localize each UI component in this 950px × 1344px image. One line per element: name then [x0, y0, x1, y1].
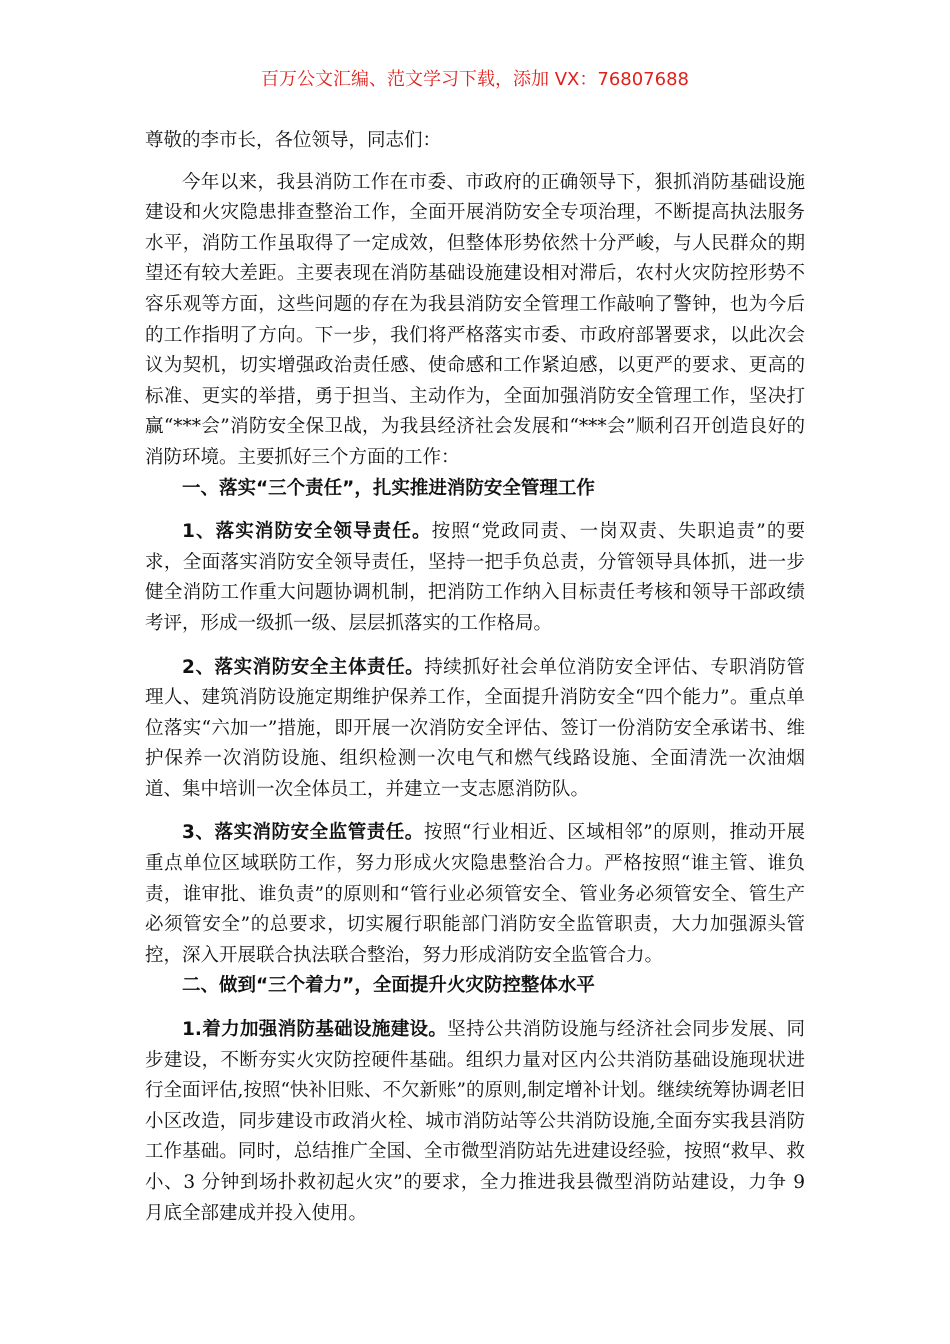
item-lead: 1、落实消防安全领导责任。: [182, 521, 432, 543]
section-2-heading: 二、做到“三个着力”，全面提升火灾防控整体水平: [182, 975, 595, 997]
item-lead: 3、落实消防安全监管责任。: [182, 822, 424, 844]
section-1-item-3: [145, 818, 805, 971]
intro-paragraph: 今年以来，我县消防工作在市委、市政府的正确领导下，狠抓消防基础设施建设和火灾隐患排查整治工作，全面开展消防安全专项治理，不断提高执法服务水平，消防工作虽取得了一定成效，但整体形势依然十分严峻，与人民群众的期望还有较大差距。主要表现在消防基础设施建设相对滞后，农村火灾防控形势不容乐观等方面，这些问题的存在为我县消防安全管理工作敲响了警钟，也为今后的工作指明了方向。下一步，我们将严格落实市委、市政府部署要求，以此次会议为契机，切实增强政治责任感、使命感和工作紧迫感，以更严的要求、更高的标准、更实的举措，勇于担当、主动作为，全面加强消防安全管理工作，坚决打赢“***会”消防安全保卫战，为我县经济社会发展和“***会”顺利召开创造良好的消防环境。主要抓好三个方面的工作：: [145, 171, 805, 468]
section-2-item-1: [145, 1015, 805, 1229]
item-text: 坚持公共消防设施与经济社会同步发展、同步建设，不断夯实火灾防控硬件基础。组织力量对区内公共消防基础设施现状进行全面评估,按照“快补旧账、不欠新账”的原则,制定增补计划。继续统筹协调老旧小区改造，同步建设市政消火栓、城市消防站等公共消防设施,全面夯实我县消防工作基础。同时，总结推广全国、全市微型消防站先进建设经验，按照“救早、救小、3 分钟到场扑救初起火灾”的要求，全力推进我县微型消防站建设，力争 9 月底全部建成并投入使用。: [145, 1019, 805, 1224]
document-body: [145, 126, 805, 1229]
item-lead: 1.着力加强消防基础设施建设。: [182, 1019, 448, 1041]
section-1-item-1: [145, 517, 805, 639]
item-lead: 2、落实消防安全主体责任。: [182, 656, 425, 678]
section-1-item-2: [145, 653, 805, 806]
salutation: 尊敬的李市长，各位领导，同志们：: [145, 130, 442, 151]
item-text: 持续抓好社会单位消防安全评估、专职消防管理人、建筑消防设施定期维护保养工作，全面提升消防安全“四个能力”。重点单位落实“六加一”措施，即开展一次消防安全评估、签订一份消防安全承诺书、维护保养一次消防设施、组织检测一次电气和燃气线路设施、全面清洗一次油烟道、集中培训一次全体员工，并建立一支志愿消防队。: [145, 656, 805, 800]
section-1-heading: 一、落实“三个责任”，扎实推进消防安全管理工作: [182, 477, 595, 499]
watermark-banner: 百万公文汇编、范文学习下载，添加 VX：76807688: [261, 69, 689, 90]
item-text: 按照“党政同责、一岗双责、失职追责”的要求，全面落实消防安全领导责任，坚持一把手负总责，分管领导具体抓，进一步健全消防工作重大问题协调机制，把消防工作纳入目标责任考核和领导干部政绩考评，形成一级抓一级、层层抓落实的工作格局。: [145, 521, 806, 634]
item-text: 按照“行业相近、区域相邻”的原则，推动开展重点单位区域联防工作，努力形成火灾隐患整治合力。严格按照“谁主管、谁负责，谁审批、谁负责”的原则和“管行业必须管安全、管业务必须管安全、管生产必须管安全”的总要求，切实履行职能部门消防安全监管职责，大力加强源头管控，深入开展联合执法联合整治，努力形成消防安全监管合力。: [145, 822, 806, 966]
